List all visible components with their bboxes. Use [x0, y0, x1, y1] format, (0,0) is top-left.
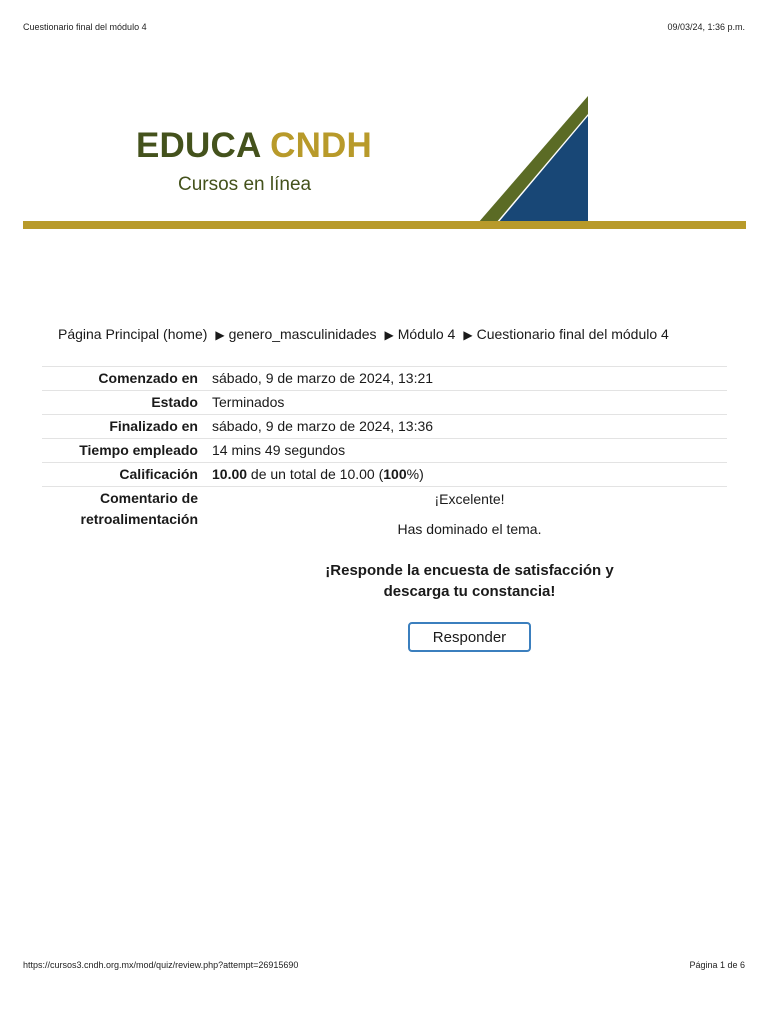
state-value: Terminados	[198, 391, 727, 415]
survey-prompt-line-2: descarga tu constancia!	[383, 583, 556, 600]
breadcrumb-item-quiz[interactable]: Cuestionario final del módulo 4	[476, 326, 669, 342]
time-value: 14 mins 49 segundos	[198, 439, 727, 463]
print-footer-page: Página 1 de 6	[689, 960, 745, 970]
print-header-title: Cuestionario final del módulo 4	[23, 22, 147, 32]
grade-label: Calificación	[42, 463, 198, 487]
grade-percent-suffix: %)	[406, 466, 424, 482]
site-logo[interactable]	[136, 126, 372, 166]
survey-prompt-line-1: ¡Responde la encuesta de satisfacción y	[325, 562, 614, 579]
breadcrumb-item-module[interactable]: Módulo 4	[397, 326, 456, 342]
site-subtitle: Cursos en línea	[178, 174, 312, 195]
table-row	[42, 463, 727, 487]
grade-value	[198, 463, 727, 487]
feedback-text-2: Has dominado el tema.	[397, 521, 542, 537]
banner-rule	[23, 221, 746, 229]
triangle-right-icon: ▶	[384, 328, 394, 342]
table-row	[42, 415, 727, 439]
banner-triangle-graphic	[478, 96, 593, 223]
logo-text-educa: EDUCA	[136, 126, 261, 165]
breadcrumb-item-course[interactable]: genero_masculinidades	[228, 326, 377, 342]
time-label: Tiempo empleado	[42, 439, 198, 463]
print-header-datetime: 09/03/24, 1:36 p.m.	[667, 22, 745, 32]
feedback-label	[42, 487, 198, 656]
table-row	[42, 487, 727, 656]
feedback-content	[198, 487, 727, 656]
feedback-label-line-2: retroalimentación	[80, 511, 198, 527]
logo-text-cndh: CNDH	[270, 126, 372, 165]
grade-total: de un total de 10.00 (	[247, 466, 384, 482]
finished-value: sábado, 9 de marzo de 2024, 13:36	[198, 415, 727, 439]
survey-prompt	[212, 560, 727, 602]
print-footer-url: https://cursos3.cndh.org.mx/mod/quiz/review.php?attempt=26915690	[23, 960, 299, 970]
finished-label: Finalizado en	[42, 415, 198, 439]
started-value: sábado, 9 de marzo de 2024, 13:21	[198, 367, 727, 391]
table-row	[42, 367, 727, 391]
triangle-right-icon: ▶	[215, 328, 225, 342]
breadcrumb-item-home[interactable]: Página Principal (home)	[58, 326, 208, 342]
triangle-right-icon: ▶	[463, 328, 473, 342]
feedback-text-1: ¡Excelente!	[434, 491, 505, 507]
grade-score: 10.00	[212, 466, 248, 482]
breadcrumb	[58, 326, 669, 342]
table-row	[42, 439, 727, 463]
feedback-label-line-1: Comentario de	[99, 490, 198, 506]
table-row	[42, 391, 727, 415]
site-banner	[23, 92, 746, 232]
started-label: Comenzado en	[42, 367, 198, 391]
attempt-summary-table	[42, 366, 727, 655]
state-label: Estado	[42, 391, 198, 415]
respond-button[interactable]: Responder	[408, 622, 531, 652]
grade-percent: 100	[383, 466, 407, 482]
